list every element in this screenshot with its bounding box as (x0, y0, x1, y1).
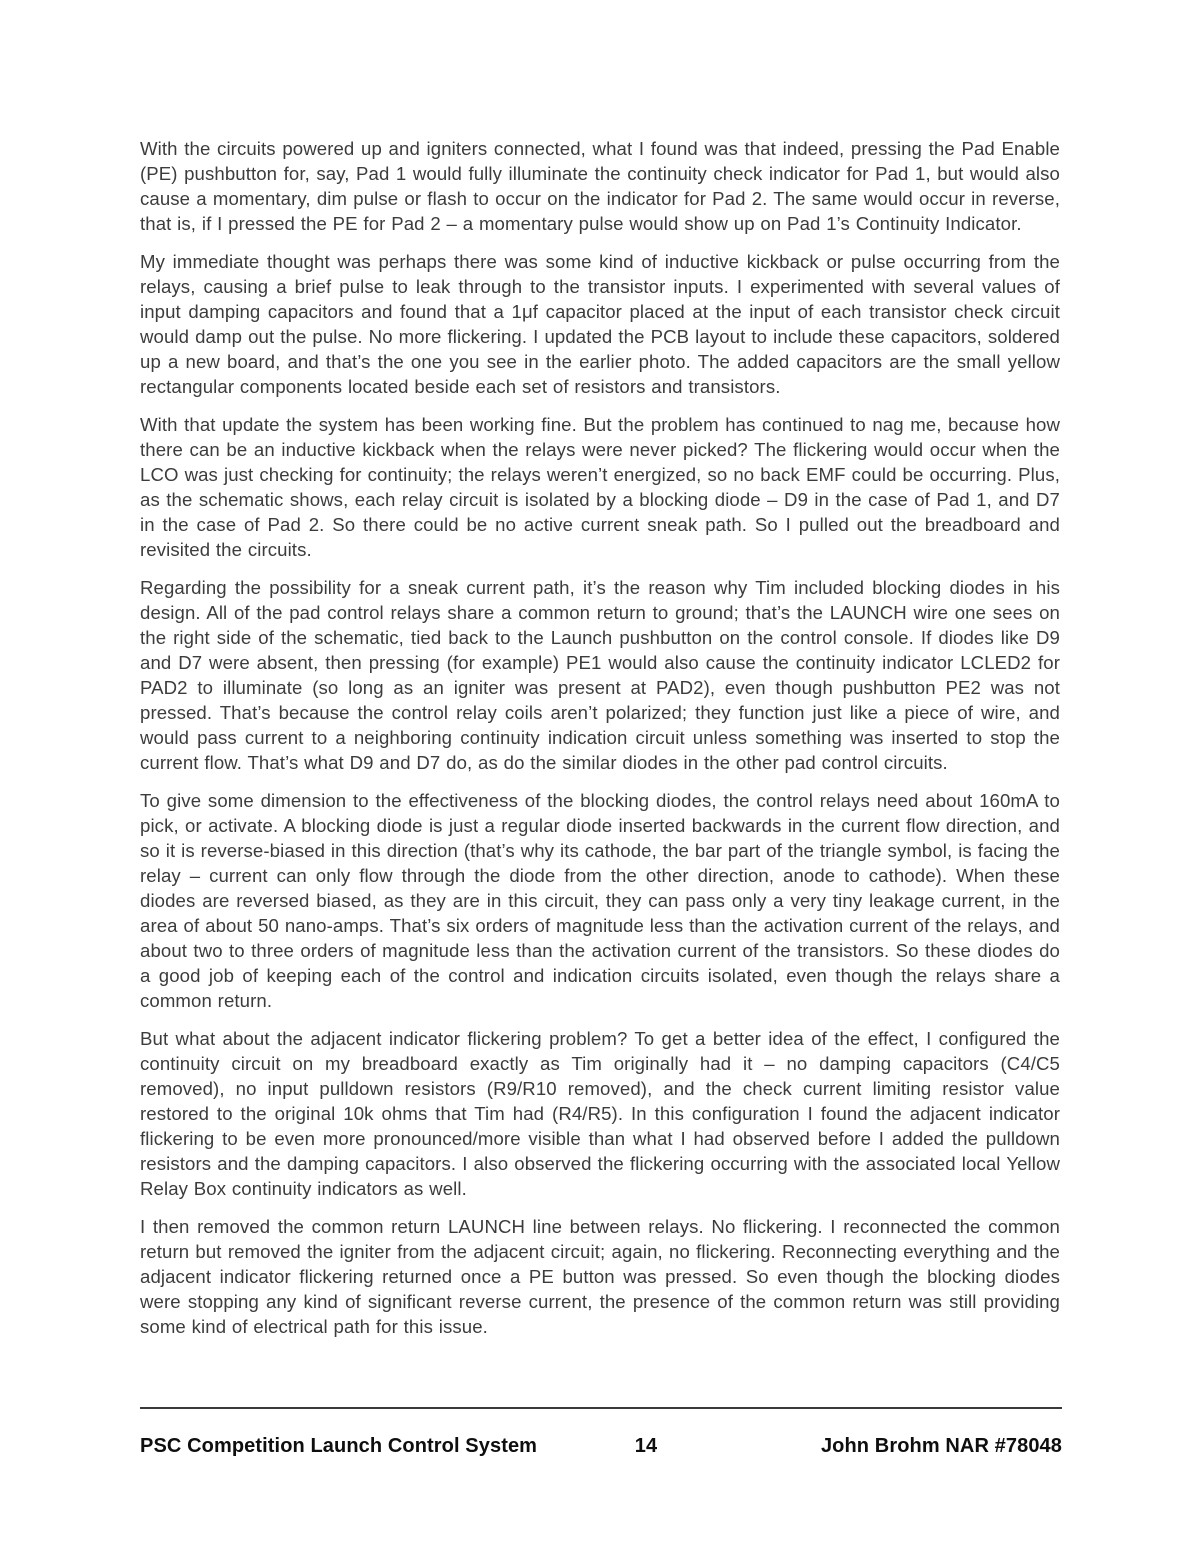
paragraph-4: Regarding the possibility for a sneak current path, it’s the reason why Tim included blocking diodes in his design. All of the pad control relays share a common return to ground; that’s the LAUNCH wire one sees on the right side of the schematic, tied back to the Launch pushbutton on the control console. If diodes like D9 and D7 were absent, then pressing (for example) PE1 would also cause the continuity indicator LCLED2 for PAD2 to illuminate (so long as an igniter was present at PAD2), even though pushbutton PE2 was not pressed. That’s because the control relay coils aren’t polarized; they function just like a piece of wire, and would pass current to a neighboring continuity indication circuit unless something was inserted to stop the current flow. That’s what D9 and D7 do, as do the similar diodes in the other pad control circuits. (140, 577, 1060, 773)
footer-author: John Brohm NAR #78048 (820, 1435, 1063, 1457)
footer-page-number: 14 (634, 1435, 658, 1457)
paragraph-7: I then removed the common return LAUNCH line between relays. No flickering. I reconnected the common return but removed the igniter from the adjacent circuit; again, no flickering. Reconnecting everything and the adjacent indicator flickering returned once a PE button was pressed. So even though the blocking diodes were stopping any kind of significant reverse current, the presence of the common return was still providing some kind of electrical path for this issue. (140, 1216, 1060, 1337)
paragraph-6: But what about the adjacent indicator flickering problem? To get a better idea of the effect, I configured the continuity circuit on my breadboard exactly as Tim originally had it – no damping capacitors (C4/C5 removed), no input pulldown resistors (R9/R10 removed), and the check current limiting resistor value restored to the original 10k ohms that Tim had (R4/R5). In this configuration I found the adjacent indicator flickering to be even more pronounced/more visible than what I had observed before I added the pulldown resistors and the damping capacitors. I also observed the flickering occurring with the associated local Yellow Relay Box continuity indicators as well. (140, 1028, 1060, 1199)
body-text (140, 136, 1060, 1352)
paragraph-3: With that update the system has been working fine. But the problem has continued to nag me, because how there can be an inductive kickback when the relays were never picked? The flickering would occur when the LCO was just checking for continuity; the relays weren’t energized, so no back EMF could be occurring. Plus, as the schematic shows, each relay circuit is isolated by a blocking diode – D9 in the case of Pad 1, and D7 in the case of Pad 2. So there could be no active current sneak path. So I pulled out the breadboard and revisited the circuits. (140, 414, 1060, 560)
page-footer (140, 1407, 1062, 1458)
footer-row (140, 1435, 1062, 1458)
paragraph-1: With the circuits powered up and igniters connected, what I found was that indeed, pressing the Pad Enable (PE) pushbutton for, say, Pad 1 would fully illuminate the continuity check indicator for Pad 1, but would also cause a momentary, dim pulse or flash to occur on the indicator for Pad 2. The same would occur in reverse, that is, if I pressed the PE for Pad 2 – a momentary pulse would show up on Pad 1’s Continuity Indicator. (140, 138, 1060, 234)
footer-rule (140, 1407, 1062, 1409)
paragraph-2: My immediate thought was perhaps there was some kind of inductive kickback or pulse occurring from the relays, causing a brief pulse to leak through to the transistor inputs. I experimented with several values of input damping capacitors and found that a 1μf capacitor placed at the input of each transistor check circuit would damp out the pulse. No more flickering. I updated the PCB layout to include these capacitors, soldered up a new board, and that’s the one you see in the earlier photo. The added capacitors are the small yellow rectangular components located beside each set of resistors and transistors. (140, 251, 1060, 397)
footer-document-title: PSC Competition Launch Control System (140, 1435, 538, 1457)
paragraph-5: To give some dimension to the effectiveness of the blocking diodes, the control relays need about 160mA to pick, or activate. A blocking diode is just a regular diode inserted backwards in the current flow direction, and so it is reverse-biased in this direction (that’s why its cathode, the bar part of the triangle symbol, is facing the relay – current can only flow through the diode from the other direction, anode to cathode). When these diodes are reversed biased, as they are in this circuit, they can pass only a very tiny leakage current, in the area of about 50 nano-amps. That’s six orders of magnitude less than the activation current of the relays, and about two to three orders of magnitude less than the activation current of the transistors. So these diodes do a good job of keeping each of the control and indication circuits isolated, even though the relays share a common return. (140, 790, 1060, 1011)
